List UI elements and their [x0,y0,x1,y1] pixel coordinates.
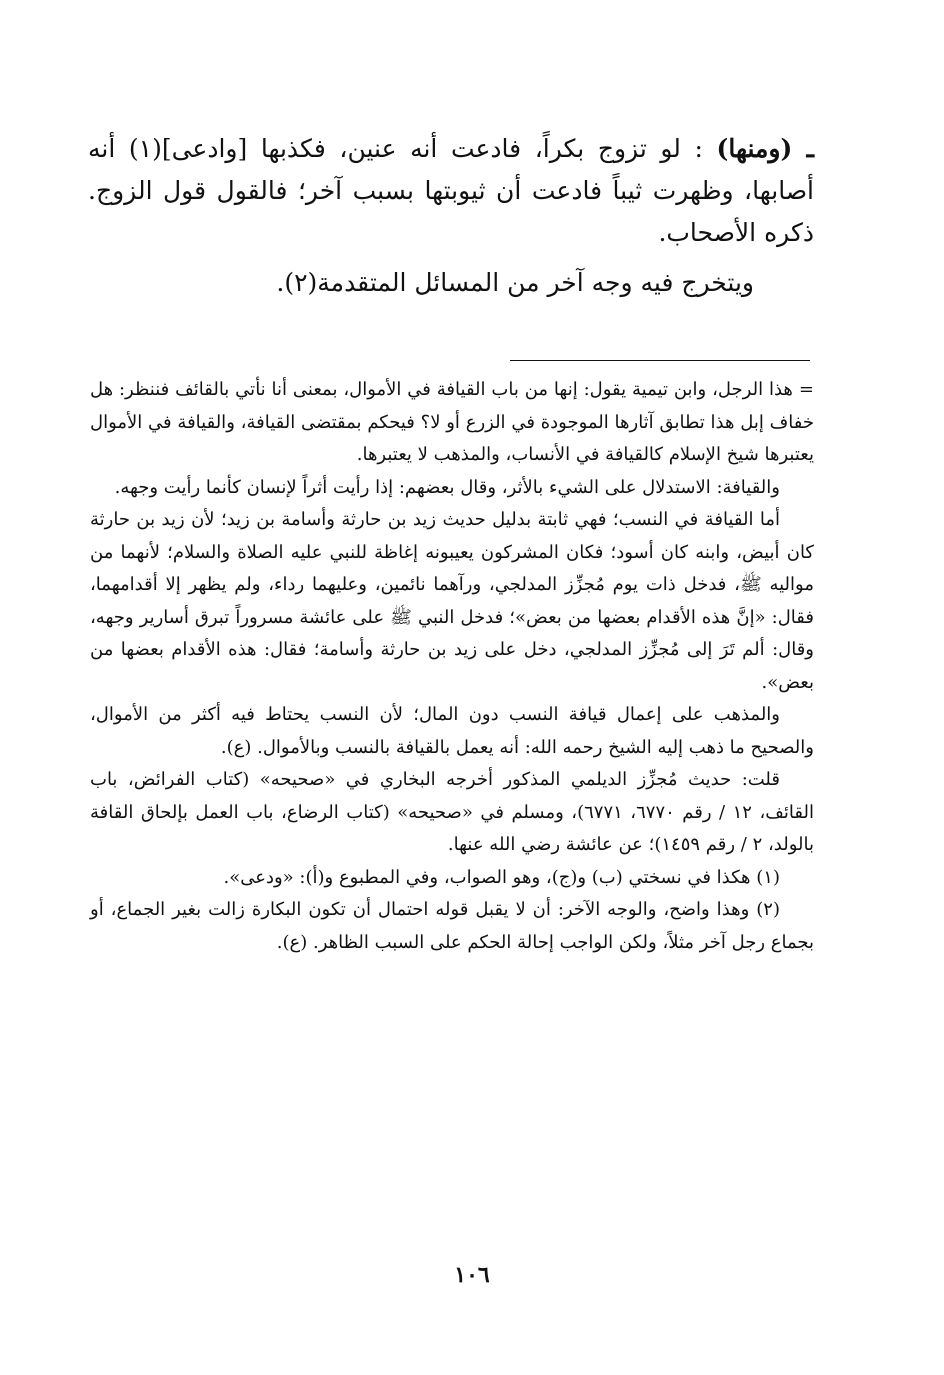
footnote-paragraph-2: والقيافة: الاستدلال على الشيء بالأثر، وقال بعضهم: إذا رأيت أثراً لإنسان كأنما رأيت وجهه. [114,476,780,498]
main-paragraph-1-text: : لو تزوج بكراً، فادعت أنه عنين، فكذبها [وادعى](١) أنه أصابها، وظهرت ثيباً فادعت أن ثيوبتها بسبب آخر؛ فالقول قول الزوج. ذكره الأصحاب. [88,134,814,247]
case-label: ـ (ومنها) [716,134,814,163]
footnote-divider [510,360,810,361]
footnote-paragraph-1 [90,374,814,472]
footnote-paragraph-4: والمذهب على إعمال قيافة النسب دون المال؛ لأن النسب يحتاط فيه أكثر من الأموال، والصحيح ما ذهب إليه الشيخ رحمه الله: أنه يعمل بالقيافة بالنسب وبالأموال. (ع). [90,704,814,758]
footnotes [90,374,814,959]
footnote-paragraph-5: قلت: حديث مُجزِّز الديلمي المذكور أخرجه البخاري في «صحيحه» (كتاب الفرائض، باب القائف، ١٢ / رقم ٦٧٧٠، ٦٧٧١)، ومسلم في «صحيحه» (كتاب الرضاع، باب العمل بإلحاق القافة بالولد، ٢ / رقم ١٤٥٩)؛ عن عائشة رضي الله عنها. [90,769,814,855]
continuation-mark: = [798,379,814,400]
footnote-2: (٢) وهذا واضح، والوجه الآخر: أن لا يقبل قوله احتمال أن تكون البكارة زالت بغير الجماع، أو بجماع رجل آخر مثلاً، ولكن الواجب إحالة الحكم على السبب الظاهر. (ع). [90,899,814,953]
main-paragraph-1 [88,128,814,254]
page-number: ١٠٦ [454,1262,490,1288]
footnote-paragraph-1-text: هذا الرجل، وابن تيمية يقول: إنها من باب القيافة في الأموال، بمعنى أنا نأتي بالقائف فننظر: هل خفاف إبل هذا تطابق آثارها الموجودة في الزرع أو لا؟ فيحكم بمقتضى القيافة، والقيافة في الأموال يعتبرها شيخ الإسلام كالقيافة في الأنساب، والمذهب لا يعتبرها. [90,379,814,465]
main-paragraph-2: ويتخرج فيه وجه آخر من المسائل المتقدمة(٢). [276,268,754,297]
footnote-1: (١) هكذا في نسختي (ب) و(ج)، وهو الصواب، وفي المطبوع و(أ): «ودعى». [223,866,780,888]
main-text [88,128,814,304]
footnote-paragraph-3: أما القيافة في النسب؛ فهي ثابتة بدليل حديث زيد بن حارثة وأسامة بن زيد؛ لأن زيد بن حارثة كان أبيض، وابنه كان أسود؛ فكان المشركون يعيبونه إغاظة للنبي عليه الصلاة والسلام؛ لأنهما من مواليه ﷺ، فدخل ذات يوم مُجزِّز المدلجي، ورآهما نائمين، وعليهما رداء، ولم يظهر إلا أقدامهما، فقال: «إنَّ هذه الأقدام بعضها من بعض»؛ فدخل النبي ﷺ على عائشة مسروراً تبرق أسارير وجهه، وقال: ألم تَرَ إلى مُجزِّز المدلجي، دخل على زيد بن حارثة وأسامة؛ فقال: هذه الأقدام بعضها من بعض». [90,509,814,693]
